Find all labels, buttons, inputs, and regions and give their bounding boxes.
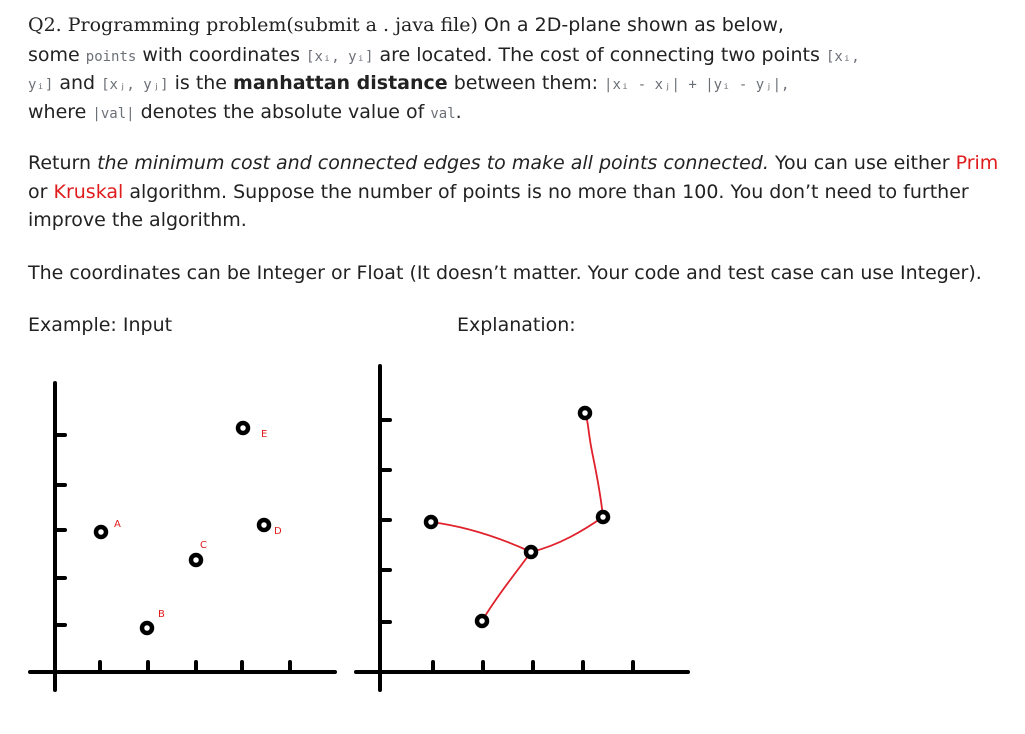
point-label-b: B	[158, 609, 165, 620]
inline-code: |val|	[92, 106, 135, 122]
problem-text: are located. The cost of connecting two points	[373, 44, 826, 66]
inline-code: [xᵢ,	[825, 49, 860, 65]
problem-text: On a 2D-plane shown as below,	[477, 14, 784, 36]
problem-title: Q2. Programming problem(submit a . java file)	[28, 14, 478, 36]
point-b-explained	[477, 616, 487, 626]
task-text: or	[28, 181, 54, 203]
problem-text: where	[28, 101, 93, 123]
task-text: Return	[28, 152, 98, 174]
point-c-explained	[526, 547, 536, 557]
inline-code: yᵢ]	[28, 77, 54, 93]
inline-code: val	[430, 106, 456, 122]
task-text: You can use either	[768, 152, 956, 174]
inline-code: [xᵢ, yᵢ]	[306, 49, 374, 65]
point-e	[238, 423, 248, 433]
edge-b-c	[482, 552, 531, 621]
inline-code: [xⱼ, yⱼ]	[101, 77, 169, 93]
point-a	[96, 527, 106, 537]
prim-highlight: Prim	[955, 152, 999, 174]
problem-text: denotes the absolute value of	[134, 101, 431, 123]
problem-text: with coordinates	[136, 44, 307, 66]
point-a-explained	[426, 517, 436, 527]
explanation-label: Explanation:	[457, 314, 576, 336]
point-label-d: D	[274, 526, 282, 537]
edge-a-c	[431, 522, 531, 552]
bold-text: manhattan distance	[233, 72, 448, 94]
explanation-points	[426, 408, 608, 626]
problem-text: and	[53, 72, 102, 94]
example-label: Example: Input	[28, 314, 173, 336]
point-d-explained	[598, 512, 608, 522]
italic-text: the minimum cost and connected edges to make all points connected.	[97, 152, 769, 174]
point-d	[259, 520, 269, 530]
problem-text: between them:	[447, 72, 605, 94]
point-c	[191, 555, 201, 565]
point-label-a: A	[114, 519, 121, 530]
input-axes	[30, 383, 335, 690]
point-label-e: E	[261, 429, 268, 440]
explanation-axes	[356, 366, 688, 690]
inline-code: |xᵢ - xⱼ| + |yᵢ - yⱼ|,	[604, 77, 790, 93]
mst-edges	[431, 413, 603, 621]
point-b	[142, 623, 152, 633]
inline-code: points	[85, 49, 137, 65]
edge-c-d	[531, 517, 603, 552]
kruskal-highlight: Kruskal	[53, 181, 124, 203]
point-e-explained	[580, 408, 590, 418]
point-label-c: C	[200, 540, 207, 551]
edge-d-e	[585, 413, 603, 517]
input-points	[96, 423, 269, 633]
coordinates-note: The coordinates can be Integer or Float (It doesn’t matter. Your code and test case can use Integer).	[28, 262, 982, 284]
problem-text: .	[455, 101, 462, 123]
problem-text: some	[28, 44, 86, 66]
task-text: algorithm. Suppose the number of points is no more than 100. You don’t need to further	[123, 181, 969, 203]
problem-text: is the	[168, 72, 234, 94]
task-text: improve the algorithm.	[28, 209, 247, 231]
